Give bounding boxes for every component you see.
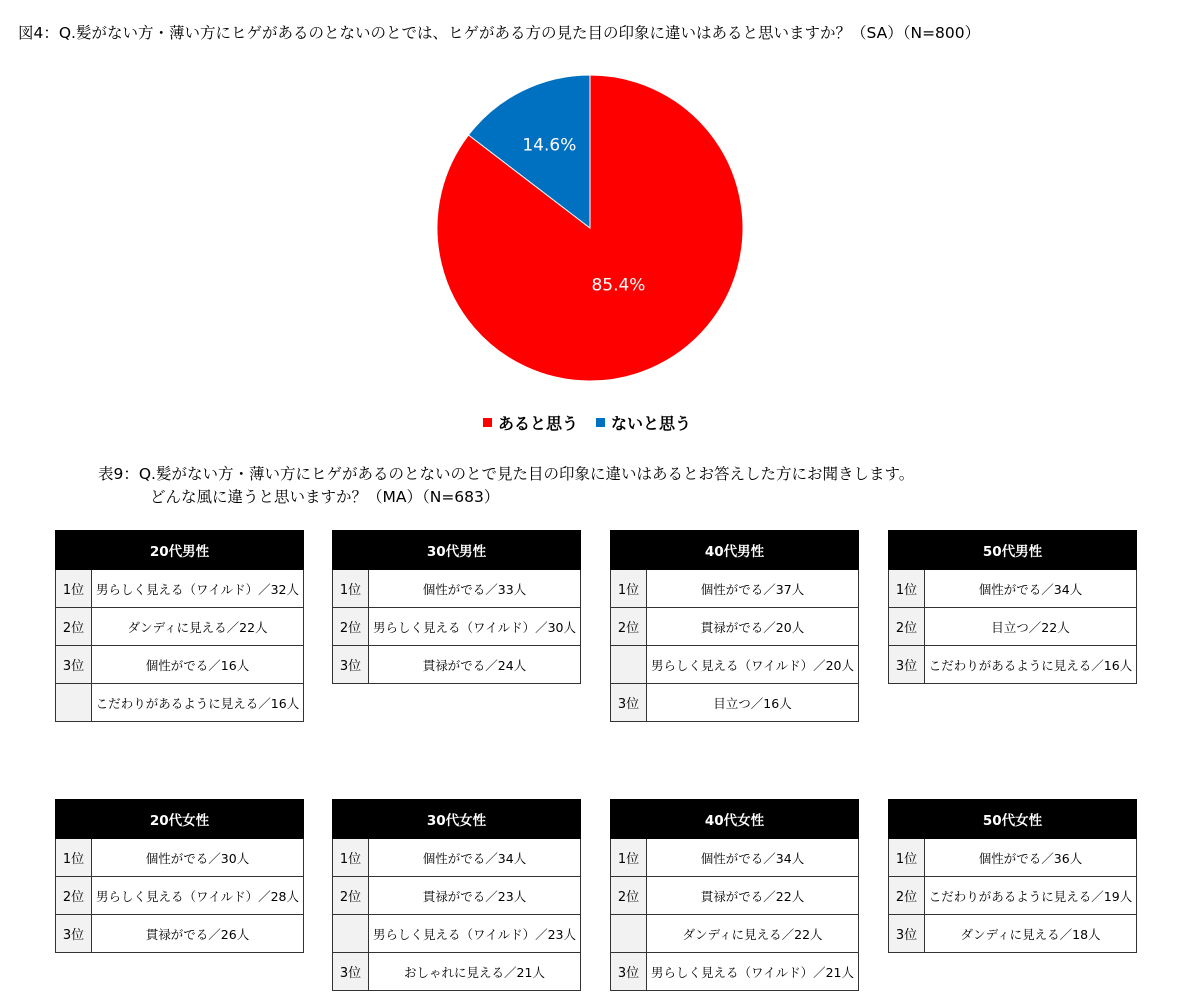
rank-cell: 1位	[56, 839, 92, 877]
table-row	[333, 839, 581, 877]
answer-cell: 個性がでる／36人	[925, 839, 1137, 877]
answer-cell: 個性がでる／34人	[647, 839, 859, 877]
rank-cell: 3位	[889, 915, 925, 953]
answer-cell: 貫禄がでる／23人	[369, 877, 581, 915]
table-header: 40代男性	[611, 531, 859, 570]
rank-cell	[56, 684, 92, 722]
figure-title: 図4：Q.髪がない方・薄い方にヒゲがあるのとないのとでは、ヒゲがある方の見た目の印象に違いはあると思いますか？（SA）（N=800）	[18, 24, 981, 42]
ranking-table-5	[55, 799, 304, 953]
pie-slice-label-1: 14.6%	[522, 135, 577, 156]
legend-label-1: ないと思う	[611, 413, 692, 433]
answer-cell: 男らしく見える（ワイルド）／32人	[92, 570, 304, 608]
table-row	[611, 953, 859, 991]
table-row	[611, 839, 859, 877]
table-row	[611, 877, 859, 915]
legend-item-0	[483, 411, 578, 434]
rank-cell: 3位	[889, 646, 925, 684]
table-row	[56, 608, 304, 646]
pie-slice-label-0: 85.4%	[591, 275, 646, 296]
table-row	[56, 646, 304, 684]
table-row	[56, 839, 304, 877]
table-header: 30代女性	[333, 800, 581, 839]
rank-cell: 2位	[889, 608, 925, 646]
answer-cell: こだわりがあるように見える／16人	[92, 684, 304, 722]
rank-cell	[611, 915, 647, 953]
table-row	[56, 570, 304, 608]
table-row	[889, 570, 1137, 608]
rank-cell: 3位	[333, 953, 369, 991]
table-title-line2: どんな風に違うと思いますか？（MA）（N=683）	[150, 488, 500, 506]
answer-cell: 目立つ／22人	[925, 608, 1137, 646]
answer-cell: 男らしく見える（ワイルド）／23人	[369, 915, 581, 953]
table-title-line1: 表9：Q.髪がない方・薄い方にヒゲがあるのとないのとで見た目の印象に違いはあるとお答えした方にお聞きします。	[98, 465, 915, 483]
rank-cell: 1位	[889, 570, 925, 608]
rank-cell: 1位	[611, 570, 647, 608]
ranking-table-8	[888, 799, 1137, 953]
answer-cell: 貫禄がでる／20人	[647, 608, 859, 646]
table-row	[56, 915, 304, 953]
table-row	[889, 839, 1137, 877]
rank-cell: 1位	[889, 839, 925, 877]
ranking-table-3	[610, 530, 859, 722]
answer-cell: 男らしく見える（ワイルド）／30人	[369, 608, 581, 646]
pie-chart	[0, 0, 1183, 400]
table-title	[98, 463, 914, 509]
ranking-table-1	[55, 530, 304, 722]
rank-cell: 1位	[611, 839, 647, 877]
ranking-table-4	[888, 530, 1137, 684]
table-row	[611, 684, 859, 722]
rank-cell: 3位	[611, 684, 647, 722]
table-row	[56, 877, 304, 915]
answer-cell: ダンディに見える／22人	[647, 915, 859, 953]
answer-cell: 目立つ／16人	[647, 684, 859, 722]
table-row	[611, 570, 859, 608]
answer-cell: 個性がでる／34人	[925, 570, 1137, 608]
rank-cell: 2位	[333, 608, 369, 646]
table-row	[333, 646, 581, 684]
ranking-table-7	[610, 799, 859, 991]
table-header: 50代男性	[889, 531, 1137, 570]
chart-legend	[483, 410, 691, 434]
rank-cell: 3位	[56, 646, 92, 684]
table-header: 50代女性	[889, 800, 1137, 839]
rank-cell: 2位	[611, 877, 647, 915]
rank-cell: 3位	[611, 953, 647, 991]
answer-cell: 貫禄がでる／22人	[647, 877, 859, 915]
answer-cell: おしゃれに見える／21人	[369, 953, 581, 991]
rank-cell: 2位	[889, 877, 925, 915]
table-row	[611, 608, 859, 646]
rank-cell: 3位	[333, 646, 369, 684]
table-row	[889, 877, 1137, 915]
rank-cell: 1位	[56, 570, 92, 608]
answer-cell: 個性がでる／30人	[92, 839, 304, 877]
table-row	[333, 877, 581, 915]
rank-cell	[333, 915, 369, 953]
answer-cell: こだわりがあるように見える／19人	[925, 877, 1137, 915]
table-row	[333, 915, 581, 953]
ranking-table-6	[332, 799, 581, 991]
answer-cell: ダンディに見える／18人	[925, 915, 1137, 953]
answer-cell: 男らしく見える（ワイルド）／21人	[647, 953, 859, 991]
answer-cell: 個性がでる／33人	[369, 570, 581, 608]
table-row	[889, 915, 1137, 953]
rank-cell: 2位	[611, 608, 647, 646]
rank-cell: 2位	[56, 877, 92, 915]
table-header: 20代女性	[56, 800, 304, 839]
table-row	[611, 915, 859, 953]
table-header: 30代男性	[333, 531, 581, 570]
table-header: 40代女性	[611, 800, 859, 839]
table-header: 20代男性	[56, 531, 304, 570]
rank-cell: 1位	[333, 839, 369, 877]
answer-cell: 個性がでる／16人	[92, 646, 304, 684]
ranking-table-2	[332, 530, 581, 684]
legend-item-1	[596, 411, 691, 434]
rank-cell: 1位	[333, 570, 369, 608]
table-row	[889, 646, 1137, 684]
answer-cell: 男らしく見える（ワイルド）／28人	[92, 877, 304, 915]
table-row	[56, 684, 304, 722]
table-row	[333, 953, 581, 991]
table-row	[333, 608, 581, 646]
answer-cell: 貫禄がでる／26人	[92, 915, 304, 953]
rank-cell: 3位	[56, 915, 92, 953]
table-row	[889, 608, 1137, 646]
rank-cell: 2位	[333, 877, 369, 915]
answer-cell: 男らしく見える（ワイルド）／20人	[647, 646, 859, 684]
answer-cell: ダンディに見える／22人	[92, 608, 304, 646]
rank-cell: 2位	[56, 608, 92, 646]
legend-swatch-0	[483, 418, 492, 427]
answer-cell: 貫禄がでる／24人	[369, 646, 581, 684]
table-row	[333, 570, 581, 608]
rank-cell	[611, 646, 647, 684]
legend-label-0: あると思う	[498, 413, 579, 433]
table-row	[611, 646, 859, 684]
answer-cell: 個性がでる／34人	[369, 839, 581, 877]
legend-swatch-1	[596, 418, 605, 427]
answer-cell: 個性がでる／37人	[647, 570, 859, 608]
answer-cell: こだわりがあるように見える／16人	[925, 646, 1137, 684]
